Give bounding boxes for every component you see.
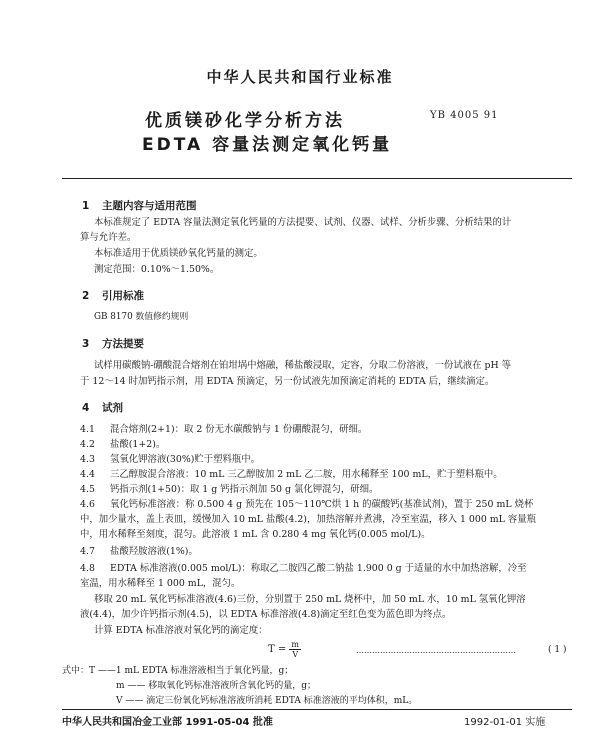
section-1-para-1: 本标准规定了 EDTA 容量法测定氧化钙量的方法提要、试剂、仪器、试样、分析步骤、分析结果的计 — [94, 217, 512, 228]
section-number: 4 — [82, 402, 90, 414]
reagent-item: 4.6 氧化钙标准溶液：称 0.500 4 g 预先在 105～110℃烘 1 h 的碳酸钙(基准试剂)，置于 250 mL 烧杯 — [80, 499, 534, 510]
section-3-para-cont: 于 12～14 时加钙指示剂，用 EDTA 预滴定，另一份试液先加预滴定消耗的 EDTA 后，继续滴定。 — [80, 376, 495, 387]
formula-legend-m: m —— 移取氧化钙标准溶液所含氧化钙的量，g； — [116, 681, 317, 691]
reagent-item: 4.1 混合熔剂(2+1)：取 2 份无水碳酸钠与 1 份硼酸混匀，研细。 — [80, 424, 368, 435]
section-title: 试剂 — [102, 402, 123, 414]
formula-fraction — [289, 640, 301, 659]
section-number: 2 — [82, 290, 90, 302]
section-1-para-3: 测定范围：0.10%～1.50%。 — [94, 264, 220, 275]
reagent-item: 4.8 EDTA 标准溶液(0.005 mol/L)：称取乙二胺四乙酸二钠盐 1.900 0 g 于适量的水中加热溶解，冷至 — [80, 563, 527, 574]
reagent-4-8-cont: 室温，用水稀释至 1 000 mL，混匀。 — [80, 578, 241, 589]
formula-legend-v: V —— 滴定三份氧化钙标准溶液所消耗 EDTA 标准溶液的平均体积，mL。 — [116, 696, 418, 706]
reagent-item: 4.4 三乙醇胺混合溶液：10 mL 三乙醇胺加 2 mL 乙二胺，用水稀释至 100 mL，贮于塑料瓶中。 — [80, 469, 503, 480]
document-title-line2: EDTA 容量法测定氧化钙量 — [142, 135, 393, 155]
reagent-item: 4.2 盐酸(1+2)。 — [80, 439, 166, 450]
equation-number: ( 1 ) — [548, 645, 567, 655]
reagent-4-6-cont-2: 中，用水稀释至刻度，混匀。此溶液 1 mL 含 0.280 4 mg 氧化钙(0.005 mol/L)。 — [80, 529, 431, 540]
standard-code: YB 4005 91 — [430, 110, 499, 121]
section-3-heading — [82, 336, 144, 351]
reagent-item: 4.5 钙指示剂(1+50)：取 1 g 钙指示剂加 50 g 氯化钾混匀，研细。 — [80, 484, 379, 495]
effective-date: 1992-01-01 实施 — [464, 717, 546, 728]
section-title: 方法提要 — [102, 338, 144, 350]
section-2-heading — [82, 288, 144, 303]
reagent-item: 4.3 氢氧化钾溶液(30%)贮于塑料瓶中。 — [80, 454, 261, 465]
approval-line: 中华人民共和国冶金工业部 1991-05-04 批准 — [62, 717, 273, 728]
section-1-heading — [82, 198, 197, 213]
section-title: 引用标准 — [102, 290, 144, 302]
formula-lhs: T = — [268, 644, 287, 655]
formula-numerator: m — [291, 640, 300, 649]
issuing-body-title: 中华人民共和国行业标准 — [206, 68, 394, 86]
standardization-para-1: 移取 20 mL 氧化钙标准溶液(4.6)三份，分别置于 250 mL 烧杯中，加 50 mL 水，10 mL 氢氧化钾溶 — [94, 594, 526, 605]
section-number: 3 — [82, 338, 90, 350]
reagent-item: 4.7 盐酸羟胺溶液(1%)。 — [80, 546, 198, 557]
section-number: 1 — [82, 200, 90, 212]
reagent-4-6-cont-1: 中，加少量水，盖上表皿，缓慢加入 10 mL 盐酸(4.2)，加热溶解并煮沸，冷至室温，移入 1 000 mL 容量瓶 — [80, 514, 536, 525]
section-1-para-2: 本标准适用于优质镁砂氧化钙量的测定。 — [94, 248, 263, 259]
titer-formula — [268, 640, 301, 659]
footer-divider — [62, 709, 572, 710]
formula-denominator: V — [292, 650, 299, 659]
section-1-para-1-cont: 算与允许差。 — [80, 232, 137, 243]
formula-leader-dots: …………………………………………………… — [356, 646, 516, 655]
section-4-heading — [82, 400, 123, 415]
section-2-reference: GB 8170 数值修约规则 — [94, 312, 189, 322]
standardization-para-2: 液(4.4)，加少许钙指示剂(4.5)，以 EDTA 标准溶液(4.8)滴定至红色变为蓝色即为终点。 — [80, 609, 452, 620]
section-3-para: 试样用碳酸钠-硼酸混合熔剂在铂坩埚中熔融，稀盐酸浸取，定容，分取二份溶液，一份试液在 pH 等 — [94, 360, 512, 371]
document-title-line1: 优质镁砂化学分析方法 — [145, 111, 345, 131]
section-title: 主题内容与适用范围 — [102, 200, 197, 212]
titer-calc-intro: 计算 EDTA 标准溶液对氧化钙的滴定度： — [94, 625, 268, 636]
header-divider — [62, 178, 572, 179]
formula-legend-t: 式中：T ——1 mL EDTA 标准溶液相当于氧化钙量，g； — [62, 666, 294, 676]
